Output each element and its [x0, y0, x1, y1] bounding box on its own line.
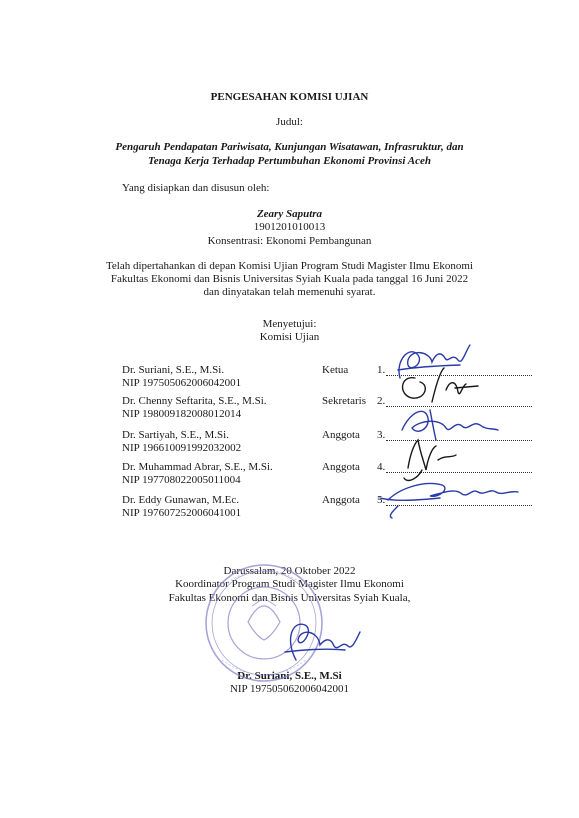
member-role: Sekretaris — [322, 395, 366, 407]
position-line1: Koordinator Program Studi Magister Ilmu Ekonomi — [175, 578, 404, 590]
prepared-by-label: Yang disiapkan dan disusun oleh: — [122, 182, 270, 194]
official-stamp-icon — [206, 565, 322, 681]
coordinator-signature-icon — [285, 624, 360, 660]
judul-label: Judul: — [276, 116, 303, 128]
member-nip: NIP 198009182008012014 — [122, 408, 242, 420]
member-nip: NIP 196610091992032002 — [122, 442, 242, 454]
page-title: PENGESAHAN KOMISI UJIAN — [210, 91, 369, 103]
place-date: Darussalam, 20 Oktober 2022 — [223, 565, 356, 577]
author-concentration: Konsentrasi: Ekonomi Pembangunan — [207, 235, 372, 247]
signature-1-icon — [398, 345, 470, 378]
statement-line1: Telah dipertahankan di depan Komisi Ujian Program Studi Magister Ilmu Ekonomi — [105, 260, 474, 272]
member-number: 3. — [377, 429, 386, 441]
signature-4-icon — [404, 440, 456, 480]
signatory-nip: NIP 197505062006042001 — [229, 683, 350, 695]
signature-2-icon — [403, 368, 478, 402]
member-role: Anggota — [322, 494, 360, 506]
position-line2: Fakultas Ekonomi dan Bisnis Universitas Syiah Kuala, — [168, 592, 411, 604]
approval-committee: Komisi Ujian — [259, 331, 320, 343]
member-role: Anggota — [322, 461, 360, 473]
member-name: Dr. Muhammad Abrar, S.E., M.Si. — [122, 461, 273, 473]
statement-line2: Fakultas Ekonomi dan Bisnis Universitas Syiah Kuala pada tanggal 16 Juni 2022 — [110, 273, 469, 285]
member-role: Ketua — [322, 364, 349, 376]
member-name: Dr. Suriani, S.E., M.Si. — [122, 364, 225, 376]
author-name: Zeary Saputra — [256, 208, 323, 220]
author-id: 1901201010013 — [253, 221, 326, 233]
member-nip: NIP 197505062006042001 — [122, 377, 242, 389]
member-nip: NIP 197708022005011004 — [122, 474, 241, 486]
signature-5-icon — [380, 483, 518, 518]
thesis-title-line2: Tenaga Kerja Terhadap Pertumbuhan Ekonomi Provinsi Aceh — [148, 155, 431, 167]
member-number: 5. — [377, 494, 386, 506]
member-name: Dr. Chenny Seftarita, S.E., M.Si. — [122, 395, 267, 407]
approval-label: Menyetujui: — [262, 318, 317, 330]
member-number: 4. — [377, 461, 386, 473]
member-number: 1. — [377, 364, 386, 376]
signatory-name: Dr. Suriani, S.E., M.Si — [237, 670, 342, 682]
thesis-title-line1: Pengaruh Pendapatan Pariwisata, Kunjungan Wisatawan, Infrasruktur, dan — [115, 141, 464, 153]
member-name: Dr. Sartiyah, S.E., M.Si. — [122, 429, 229, 441]
member-nip: NIP 197607252006041001 — [122, 507, 242, 519]
member-name: Dr. Eddy Gunawan, M.Ec. — [122, 494, 240, 506]
statement-line3: dan dinyatakan telah memenuhi syarat. — [203, 286, 376, 298]
member-number: 2. — [377, 395, 386, 407]
signature-3-icon — [402, 410, 498, 440]
member-role: Anggota — [322, 429, 360, 441]
